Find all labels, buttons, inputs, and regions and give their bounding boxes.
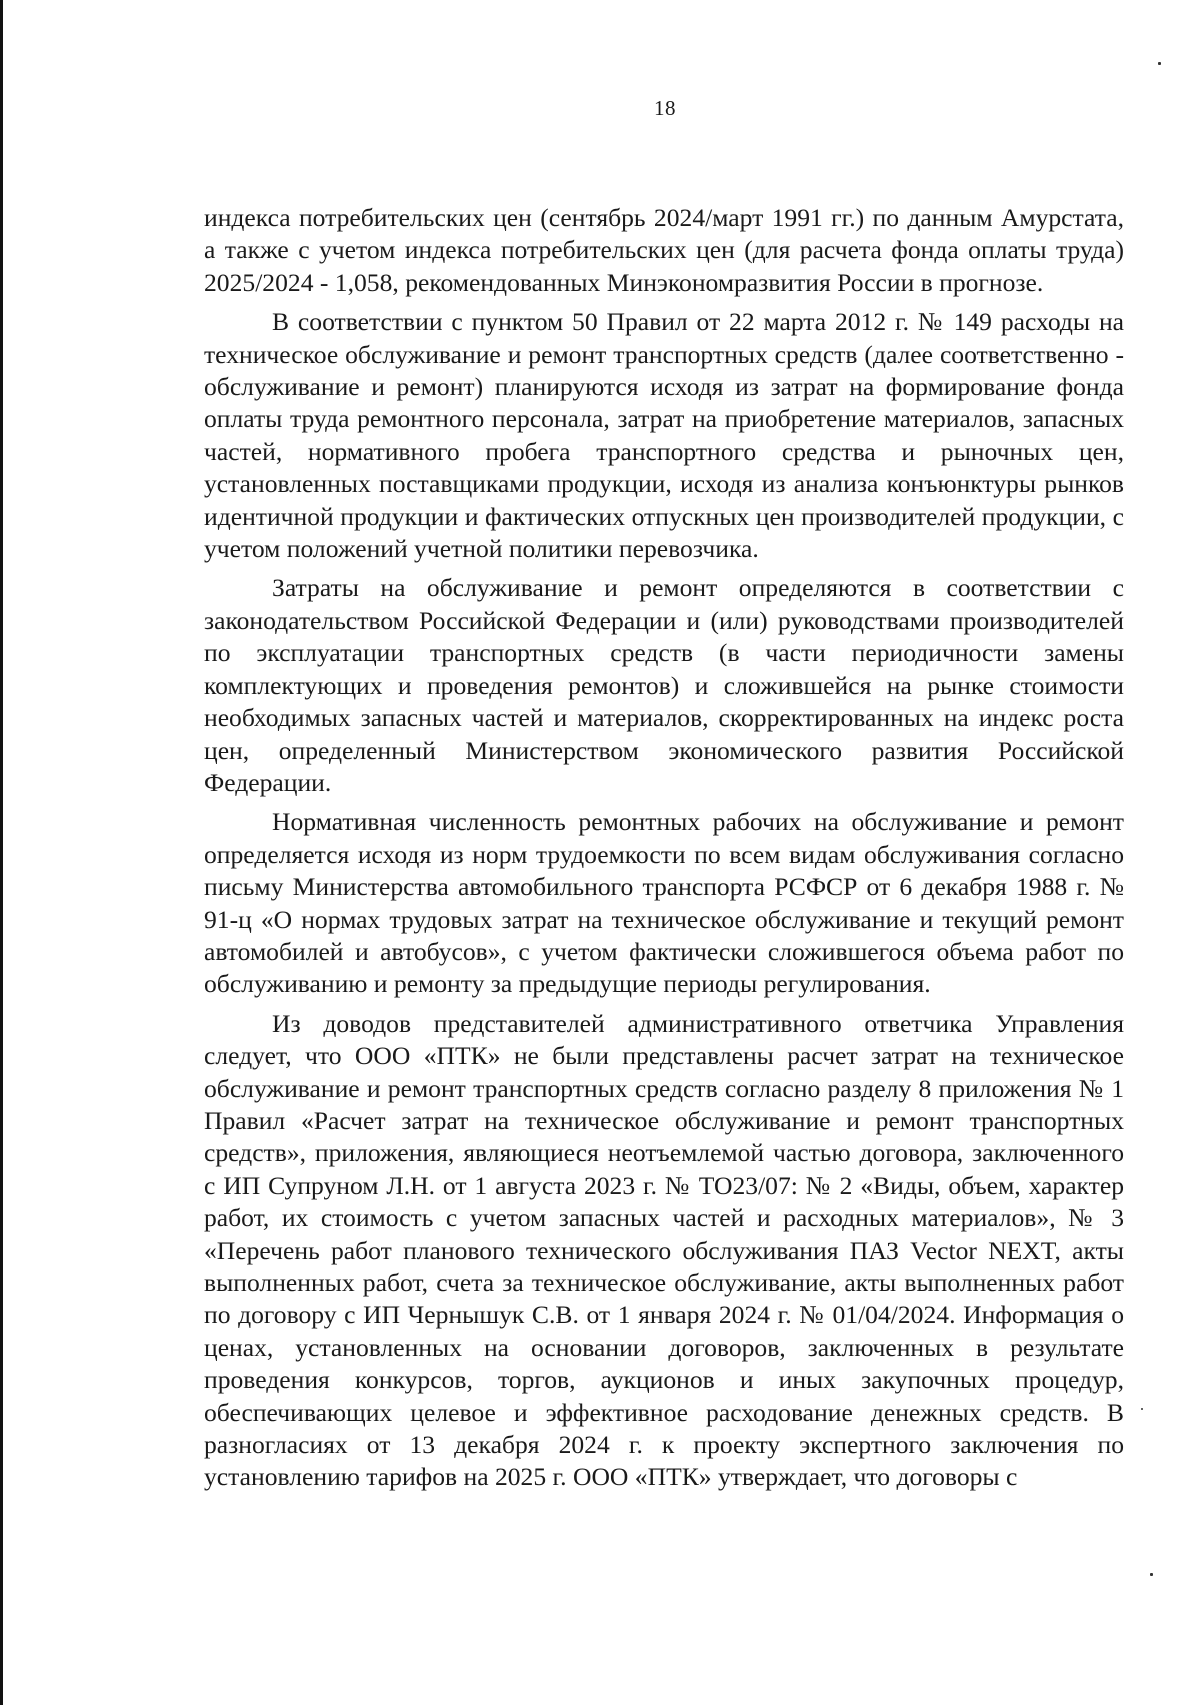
scan-edge-shadow: [0, 0, 3, 1705]
scan-speck: [1158, 62, 1161, 65]
page-number: 18: [654, 96, 676, 120]
paragraph-1: индекса потребительских цен (сентябрь 2024/март 1991 гг.) по данным Амурстата, а также с учетом индекса потребительских цен (для расчета фонда оплаты труда) 2025/2024 - 1,058, рекомендованных Минэкономразвития России в прогнозе.: [204, 203, 1124, 297]
paragraph-3: Затраты на обслуживание и ремонт определяются в соответствии с законодательством Российской Федерации и (или) руководствами производителей по эксплуатации транспортных средств (в части периодичности замены комплектующих и проведения ремонтов) и сложившейся на рынке стоимости необходимых запасных частей и материалов, скорректированных на индекс роста цен, определенный Министерством экономического развития Российской Федерации.: [204, 573, 1124, 797]
paragraph-4: Нормативная численность ремонтных рабочих на обслуживание и ремонт определяется исходя из норм трудоемкости по всем видам обслуживания согласно письму Министерства автомобильного транспорта РСФСР от 6 декабря 1988 г. № 91-ц «О нормах трудовых затрат на техническое обслуживание и текущий ремонт автомобилей и автобусов», с учетом фактически сложившегося объема работ по обслуживанию и ремонту за предыдущие периоды регулирования.: [204, 807, 1124, 999]
paragraph-5: Из доводов представителей административного ответчика Управления следует, что ООО «ПТК» не были представлены расчет затрат на техническое обслуживание и ремонт транспортных средств согласно разделу 8 приложения № 1 Правил «Расчет затрат на техническое обслуживание и ремонт транспортных средств», приложения, являющиеся неотъемлемой частью договора, заключенного с ИП Супруном Л.Н. от 1 августа 2023 г. № ТО23/07: № 2 «Виды, объем, характер работ, их стоимость с учетом запасных частей и расходных материалов», № 3 «Перечень работ планового технического обслуживания ПАЗ Vector NEXT, акты выполненных работ, счета за техническое обслуживание, акты выполненных работ по договору с ИП Чернышук С.В. от 1 января 2024 г. № 01/04/2024. Информация о ценах, установленных на основании договоров, заключенных в результате проведения конкурсов, торгов, аукционов и иных закупочных процедур, обеспечивающих целевое и эффективное расходование денежных средств. В разногласиях от 13 декабря 2024 г. к проекту экспертного заключения по установлению тарифов на 2025 г. ООО «ПТК» утверждает, что договоры с: [204, 1008, 1124, 1492]
scan-speck: [1150, 1573, 1153, 1576]
scan-speck: [1141, 1408, 1143, 1410]
paragraph-2: В соответствии с пунктом 50 Правил от 22 марта 2012 г. № 149 расходы на техническое обслуживание и ремонт транспортных средств (далее соответственно - обслуживание и ремонт) планируются исходя из затрат на формирование фонда оплаты труда ремонтного персонала, затрат на приобретение материалов, запасных частей, нормативного пробега транспортного средства и рыночных цен, установленных поставщиками продукции, исходя из анализа конъюнктуры рынков идентичной продукции и фактических отпускных цен производителей продукции, с учетом положений учетной политики перевозчика.: [204, 307, 1124, 564]
document-body: [204, 202, 1124, 1501]
